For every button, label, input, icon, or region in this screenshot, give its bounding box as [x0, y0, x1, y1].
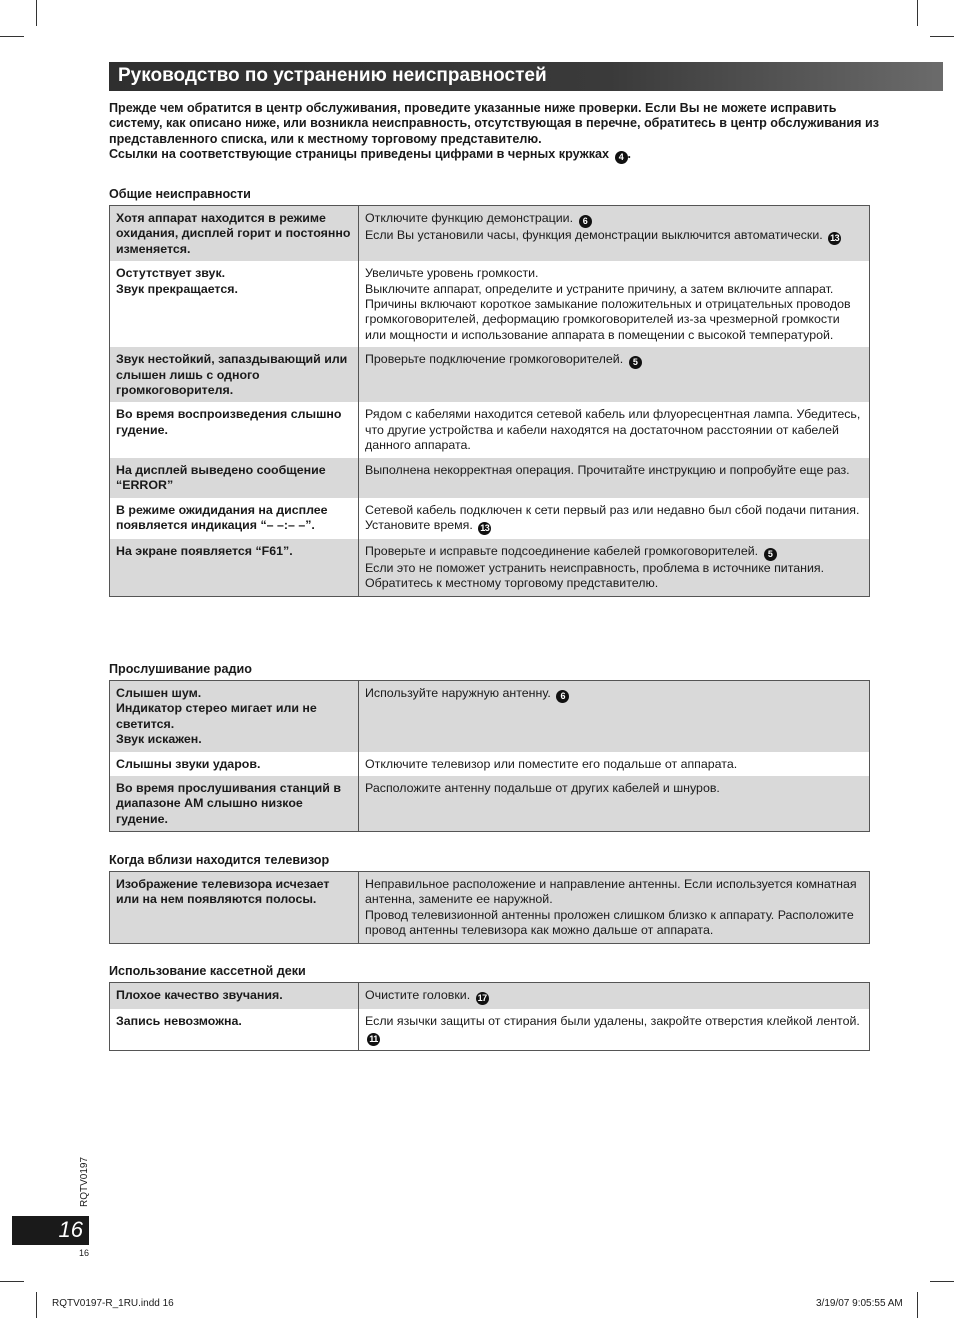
table-row — [110, 458, 870, 498]
solution-text: Если язычки защиты от стирания были удалены, закройте отверстия клейкой лентой. — [365, 1014, 860, 1028]
table-row — [110, 347, 870, 402]
page-title: Руководство по устранению неисправностей — [118, 65, 547, 86]
problem-text: Звук нестойкий, запаздывающий или слышен лишь с одного громкоговорителя. — [116, 352, 348, 398]
solution-text: Сетевой кабель подключен к сети первый раз или недавно был сбой подачи питания. — [365, 502, 860, 517]
table-row — [110, 983, 870, 1010]
solution-text: Если это не поможет устранить неисправность, проблема в источнике питания. — [365, 560, 825, 575]
crop-mark — [36, 0, 37, 26]
problem-text: Остутствует звук. — [116, 266, 226, 281]
solution-cell — [359, 681, 870, 752]
solution-line — [365, 877, 863, 908]
solution-text: Отключите телевизор или поместите его подальше от аппарата. — [365, 756, 738, 771]
problem-text: Запись невозможна. — [116, 1014, 242, 1028]
problem-text: На экране появляется “F61”. — [116, 543, 293, 558]
table-row — [110, 872, 870, 944]
problem-cell — [110, 347, 359, 402]
problem-cell — [110, 752, 359, 776]
table-row — [110, 261, 870, 347]
problem-cell — [110, 872, 359, 944]
solution-text: Установите время. — [365, 517, 473, 532]
page-title-bar — [109, 62, 943, 91]
solution-cell — [359, 776, 870, 832]
page-ref-badge: 13 — [480, 522, 490, 533]
solution-line — [365, 266, 863, 281]
table-row — [110, 776, 870, 832]
table-row — [110, 1009, 870, 1051]
footer-file-info: RQTV0197-R_1RU.indd 16 — [52, 1298, 174, 1309]
problem-cell — [110, 539, 359, 596]
crop-mark — [917, 1292, 918, 1318]
solution-line — [365, 686, 863, 703]
page-ref-badge: 11 — [367, 1033, 380, 1046]
solution-line — [365, 908, 863, 939]
section-label-radio: Прослушивание радио — [109, 662, 252, 676]
solution-text: Провод телевизионной антенны проложен слишком близко к аппарату. Расположите провод антенны телевизора как можно дальше от аппарата. — [365, 907, 854, 938]
table-row — [110, 498, 870, 539]
solution-text: Используйте наружную антенну. — [365, 686, 551, 700]
crop-mark — [930, 1281, 954, 1282]
solution-text: Рядом с кабелями находится сетевой кабель или флуоресцентная лампа. Убедитесь, что другие устройства и кабели находятся на достаточном расстоянии от кабелей данного аппарата. — [365, 407, 861, 453]
problem-text: Звук искажен. — [116, 732, 202, 747]
solution-line — [365, 211, 863, 228]
problem-cell — [110, 206, 359, 262]
page-ref-badge: 6 — [556, 690, 569, 703]
footer-timestamp: 3/19/07 9:05:55 AM — [816, 1298, 903, 1309]
table-row — [110, 539, 870, 596]
table-radio — [109, 680, 870, 832]
crop-mark — [36, 1292, 37, 1318]
table-row — [110, 402, 870, 457]
solution-text: Очистите головки. — [365, 988, 471, 1002]
problem-cell — [110, 498, 359, 539]
solution-cell — [359, 872, 870, 944]
solution-line — [365, 503, 863, 518]
page-ref-badge: 5 — [629, 356, 642, 369]
section-label-general: Общие неисправности — [109, 187, 251, 201]
crop-mark — [0, 36, 24, 37]
problem-text: Во время воспроизведения слышно гудение. — [116, 407, 342, 437]
solution-line — [365, 518, 863, 535]
problem-text: Звук прекращается. — [116, 281, 238, 296]
solution-line — [365, 407, 863, 453]
page-ref-badge: 6 — [579, 215, 592, 228]
intro-reference-note: Ссылки на соответствующие страницы приведены цифрами в черных кружках 4 . — [109, 147, 632, 163]
solution-text: Выполнена некорректная операция. Прочитайте инструкцию и попробуйте еще раз. — [365, 462, 850, 477]
solution-cell — [359, 539, 870, 596]
intro-text — [109, 101, 879, 164]
solution-cell — [359, 752, 870, 776]
problem-text: Изображение телевизора исчезает или на нем появляются полосы. — [116, 877, 330, 907]
solution-line — [365, 544, 863, 561]
problem-text: Индикатор стерео мигает или не светится. — [116, 701, 317, 731]
problem-text: Хотя аппарат находится в режиме охидания, дисплей горит и постоянно изменяется. — [116, 211, 351, 256]
solution-cell — [359, 402, 870, 457]
table-row — [110, 206, 870, 262]
solution-line — [365, 988, 863, 1005]
page-number: 16 — [58, 1217, 83, 1242]
crop-mark — [917, 0, 918, 26]
solution-line — [365, 463, 863, 478]
solution-line — [365, 352, 863, 369]
problem-text: Плохое качество звучания. — [116, 988, 283, 1002]
solution-cell — [359, 983, 870, 1010]
solution-line — [365, 228, 863, 245]
table-row — [110, 752, 870, 776]
table-cassette — [109, 982, 870, 1051]
table-general — [109, 205, 870, 597]
page-number-small: 16 — [79, 1248, 90, 1258]
solution-cell — [359, 347, 870, 402]
solution-text: Проверьте подключение громкоговорителей. — [365, 352, 624, 367]
solution-cell — [359, 261, 870, 347]
problem-cell — [110, 458, 359, 498]
solution-text: Выключите аппарат, определите и устраните причину, а затем включите аппарат. Причины включают короткое замыкание положительных и отрицательных проводов громкоговорителей, деформацию громкоговорителей из-за чрезмерной громкости или мощности и использование аппарата в помещении с высокой температурой. — [365, 281, 851, 342]
solution-line — [365, 576, 863, 591]
page-ref-badge: 13 — [830, 233, 840, 243]
solution-cell — [359, 206, 870, 262]
solution-line — [365, 757, 863, 772]
problem-text: На дисплей выведено сообщение “ERROR” — [116, 462, 326, 493]
crop-mark — [930, 36, 954, 37]
solution-text: Увеличьте уровень громкости. — [365, 266, 539, 281]
solution-line — [365, 1014, 863, 1046]
solution-text: Если Вы установили часы, функция демонстрации выключится автоматически. — [365, 228, 823, 242]
problem-cell — [110, 402, 359, 457]
solution-line — [365, 282, 863, 344]
solution-text: Проверьте и исправьте подсоединение кабелей громкоговорителей. — [365, 543, 759, 558]
problem-cell — [110, 776, 359, 832]
solution-cell — [359, 1009, 870, 1051]
solution-line — [365, 561, 863, 576]
intro-paragraph: Прежде чем обратится в центр обслуживания, проведите указанные ниже проверки. Если Вы не можете исправить систему, как описано ниже, или возникла неисправность, отсутствующая в перечне, обратитесь в центр обслуживания из представленного списка, или к местному торговому представителю. — [109, 101, 880, 146]
problem-text: Слышны звуки ударов. — [116, 756, 261, 771]
solution-text: Обратитесь к местному торговому представителю. — [365, 576, 659, 591]
solution-text: Расположите антенну подальше от других кабелей и шнуров. — [365, 781, 720, 796]
solution-text: Неправильное расположение и направление антенны. Если используется комнатная антенна, замените ее наружной. — [365, 877, 857, 907]
page-ref-badge: 4 — [615, 151, 628, 164]
problem-cell — [110, 681, 359, 752]
solution-text: Отключите функцию демонстрации. — [365, 211, 574, 225]
section-label-cassette: Использование кассетной деки — [109, 964, 306, 978]
table-tv — [109, 871, 870, 944]
problem-cell — [110, 261, 359, 347]
solution-cell — [359, 458, 870, 498]
problem-cell — [110, 983, 359, 1010]
table-row — [110, 681, 870, 752]
section-label-tv: Когда вблизи находится телевизор — [109, 853, 330, 867]
crop-mark — [0, 1281, 24, 1282]
page-ref-badge: 5 — [764, 548, 777, 561]
page-number-tab — [12, 1216, 89, 1245]
problem-cell — [110, 1009, 359, 1051]
solution-cell — [359, 498, 870, 539]
problem-text: Слышен шум. — [116, 686, 202, 700]
document-code: RQTV0197 — [79, 1156, 90, 1207]
page-ref-badge: 17 — [477, 993, 487, 1003]
problem-text: В режиме ожидидания на дисплее появляется индикация “– –:– –”. — [116, 502, 328, 532]
problem-text: Во время прослушивания станций в диапазоне AM слышно низкое гудение. — [116, 781, 341, 826]
solution-line — [365, 781, 863, 796]
